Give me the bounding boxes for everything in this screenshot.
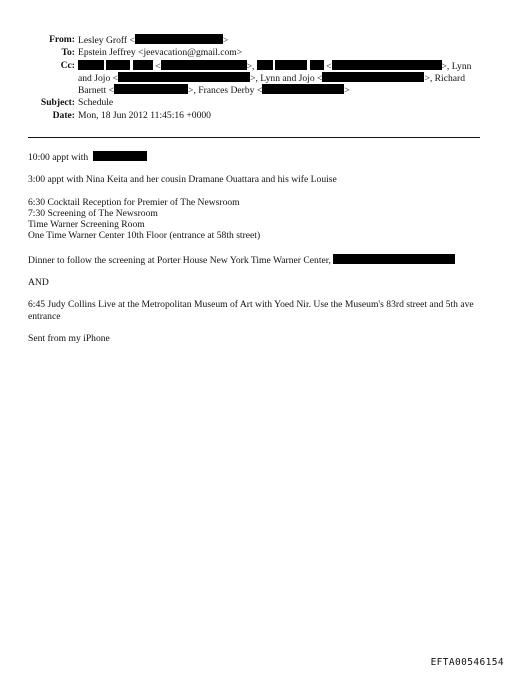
redaction-box — [322, 72, 424, 82]
body-line-7: Sent from my iPhone — [28, 333, 110, 344]
body-line-2: 3:00 appt with Nina Keita and her cousin Dramane Ouattara and his wife Louise — [28, 174, 337, 185]
redaction-box — [262, 84, 344, 94]
date-value: Mon, 18 Jun 2012 11:45:16 +0000 — [78, 110, 211, 121]
redaction-box — [78, 60, 104, 70]
body-line-3a: 6:30 Cocktail Reception for Premier of The Newsroom — [28, 197, 240, 208]
from-close: > — [222, 35, 229, 46]
to-label: To: — [61, 47, 75, 58]
redaction-box — [333, 254, 455, 264]
redaction-box — [93, 151, 147, 161]
redaction-box — [161, 60, 247, 70]
to-value: Epstein Jeffrey <jeevacation@gmail.com> — [78, 47, 243, 58]
redaction-box — [332, 60, 442, 70]
subject-label: Subject: — [40, 97, 75, 108]
from-name: Lesley Groff < — [78, 35, 135, 46]
body-line-5: AND — [28, 277, 49, 288]
redaction-box — [135, 34, 223, 44]
redaction-box — [114, 84, 188, 94]
redaction-box — [257, 60, 273, 70]
date-label: Date: — [52, 110, 75, 121]
cc-label: Cc: — [60, 60, 75, 71]
redaction-box — [106, 60, 130, 70]
redaction-box — [118, 72, 250, 82]
from-label: From: — [49, 34, 75, 45]
body-line-4: Dinner to follow the screening at Porter House New York Time Warner Center, — [28, 254, 484, 267]
redaction-box — [133, 60, 153, 70]
body-line-3d: One Time Warner Center 10th Floor (entrance at 58th street) — [28, 230, 261, 241]
body-line-6: 6:45 Judy Collins Live at the Metropolitan Museum of Art with Yoed Nir. Use the Museum's 83rd street and 5th ave entrance — [28, 299, 474, 322]
body-line-3c: Time Warner Screening Room — [28, 219, 145, 230]
subject-value: Schedule — [78, 97, 114, 108]
redaction-box — [310, 60, 324, 70]
header-divider — [28, 137, 480, 138]
document-id: EFTA00546154 — [430, 657, 504, 668]
redaction-box — [275, 60, 307, 70]
body-line-1: 10:00 appt with — [28, 151, 484, 164]
body-line-3b: 7:30 Screening of The Newsroom — [28, 208, 158, 219]
